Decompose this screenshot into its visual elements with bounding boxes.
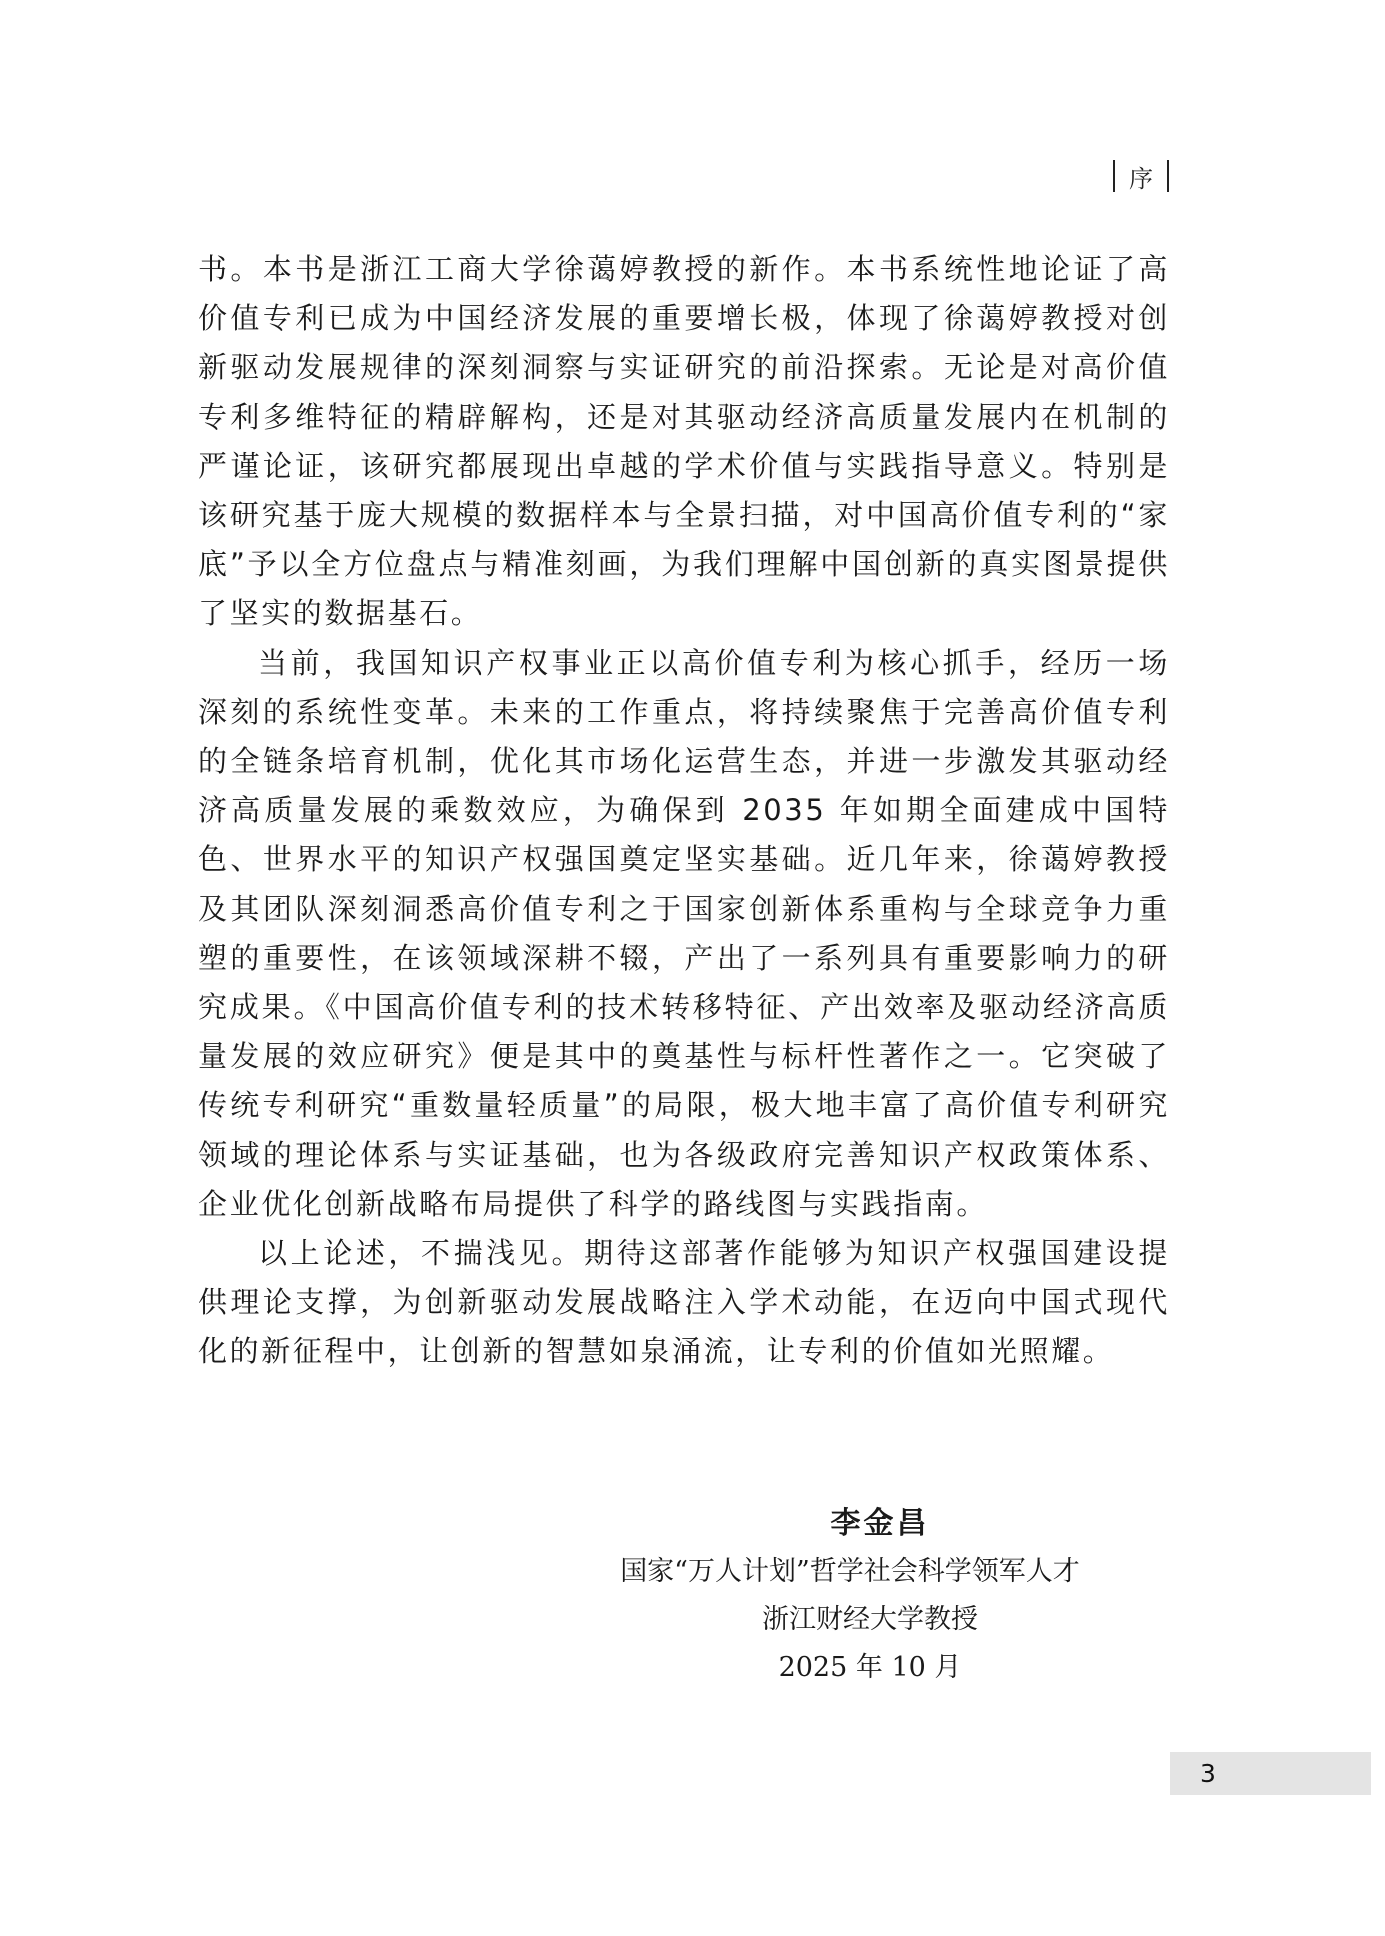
paragraph-1: 书。本书是浙江工商大学徐蔼婷教授的新作。本书系统性地论证了高价值专利已成为中国经济发展的重要增长极，体现了徐蔼婷教授对创新驱动发展规律的深刻洞察与实证研究的前沿探索。无论是对高价值专利多维特征的精辟解构，还是对其驱动经济高质量发展内在机制的严谨论证，该研究都展现出卓越的学术价值与实践指导意义。特别是该研究基于庞大规模的数据样本与全景扫描，对中国高价值专利的“家底”予以全方位盘点与精准刻画，为我们理解中国创新的真实图景提供了坚实的数据基石。	[198, 252, 1171, 631]
page-number-band	[1170, 1752, 1371, 1795]
section-label: 序	[1129, 164, 1153, 193]
author-title: 国家“万人计划”哲学社会科学领军人才	[620, 1556, 1080, 1587]
paragraph-3: 以上论述，不揣浅见。期待这部著作能够为知识产权强国建设提供理论支撑，为创新驱动发展战略注入学术动能，在迈向中国式现代化的新征程中，让创新的智慧如泉涌流，让专利的价值如光照耀。	[198, 1236, 1170, 1369]
author-affiliation: 浙江财经大学教授	[762, 1604, 978, 1635]
signature-date: 2025 年 10 月	[778, 1652, 962, 1683]
signature-block	[560, 1500, 1180, 1692]
running-header	[1113, 158, 1169, 194]
preface-body	[198, 245, 1170, 1377]
page-number: 3	[1200, 1759, 1216, 1788]
paragraph-2: 当前，我国知识产权事业正以高价值专利为核心抓手，经历一场深刻的系统性变革。未来的工作重点，将持续聚焦于完善高价值专利的全链条培育机制，优化其市场化运营生态，并进一步激发其驱动经济高质量发展的乘数效应，为确保到 2035 年如期全面建成中国特色、世界水平的知识产权强国奠定坚实基础。近几年来，徐蔼婷教授及其团队深刻洞悉高价值专利之于国家创新体系重构与全球竞争力重塑的重要性，在该领域深耕不辍，产出了一系列具有重要影响力的研究成果。《中国高价值专利的技术转移特征、产出效率及驱动经济高质量发展的效应研究》便是其中的奠基性与标杆性著作之一。它突破了传统专利研究“重数量轻质量”的局限，极大地丰富了高价值专利研究领域的理论体系与实证基础，也为各级政府完善知识产权政策体系、企业优化创新战略布局提供了科学的路线图与实践指南。	[198, 645, 1170, 1221]
header-divider-right	[1167, 160, 1169, 192]
author-name: 李金昌	[830, 1506, 930, 1541]
